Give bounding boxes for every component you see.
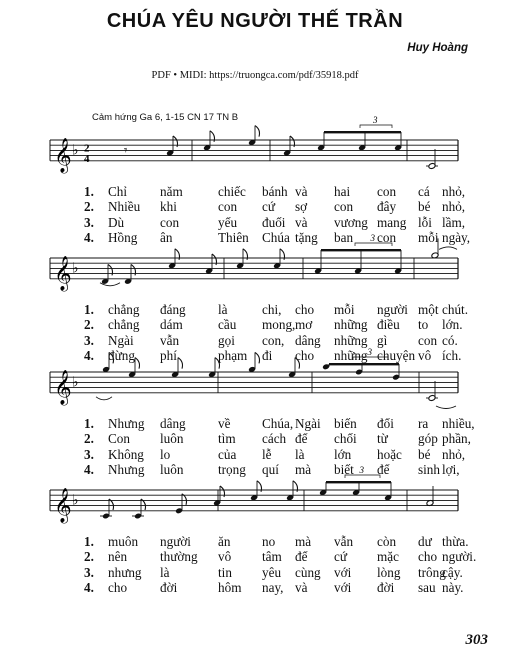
lyrics-block bbox=[0, 416, 510, 478]
note-beam bbox=[324, 131, 401, 133]
lyric-syllable: những bbox=[334, 332, 368, 348]
note-beam bbox=[326, 481, 391, 483]
lyric-syllable: con, bbox=[262, 332, 285, 348]
lyric-syllable: luôn bbox=[160, 462, 184, 478]
lyric-syllable: cho bbox=[108, 580, 128, 596]
triplet-bracket bbox=[360, 125, 392, 128]
lyric-syllable: mỗi bbox=[334, 302, 355, 317]
lyric-syllable: ân bbox=[160, 230, 173, 246]
note-flag bbox=[178, 358, 183, 369]
verse-line-3 bbox=[0, 333, 510, 348]
lyric-syllable: và bbox=[295, 580, 308, 596]
verse-line-1 bbox=[0, 302, 510, 317]
lyric-syllable: mặc bbox=[377, 549, 399, 565]
lyric-syllable: này. bbox=[442, 580, 464, 596]
verse-number: 3. bbox=[84, 214, 94, 230]
lyric-syllable: Nhưng bbox=[108, 462, 145, 478]
treble-clef-icon: 𝄞 bbox=[54, 487, 72, 523]
lyric-syllable: gọi bbox=[218, 332, 235, 348]
lyric-syllable: lớn bbox=[334, 446, 352, 462]
lyric-syllable: cho bbox=[418, 549, 438, 565]
verse-number: 4. bbox=[84, 462, 94, 478]
lyric-syllable: ban bbox=[334, 230, 354, 246]
lyric-syllable: đáng bbox=[160, 302, 186, 317]
lyric-syllable: một bbox=[418, 302, 439, 317]
lyric-syllable: chi, bbox=[262, 302, 282, 317]
lyric-syllable: gì bbox=[377, 332, 388, 348]
lyric-syllable: cá bbox=[418, 184, 430, 199]
lyric-syllable: biết bbox=[334, 462, 354, 478]
lyric-syllable: quí bbox=[262, 462, 279, 478]
lyric-syllable: chẳng bbox=[108, 302, 140, 317]
lyric-syllable: phạm bbox=[218, 348, 248, 364]
verse-line-1 bbox=[0, 534, 510, 549]
lyric-syllable: đuối bbox=[262, 214, 286, 230]
lyric-syllable: yêu bbox=[262, 564, 282, 580]
lyric-syllable: vẫn bbox=[160, 332, 180, 348]
verse-line-2 bbox=[0, 317, 510, 332]
lyric-syllable: Dù bbox=[108, 214, 125, 230]
verse-number: 4. bbox=[84, 348, 94, 364]
source-link[interactable]: PDF • MIDI: https://truongca.com/pdf/35918.pdf bbox=[151, 70, 359, 81]
lyric-syllable: cứ bbox=[334, 549, 348, 565]
tie bbox=[436, 406, 456, 409]
note-flag bbox=[255, 126, 260, 137]
lyric-syllable: Con bbox=[108, 431, 130, 447]
verse-number: 4. bbox=[84, 230, 94, 246]
composer-name: Huy Hoàng bbox=[407, 42, 468, 54]
lyric-syllable: từ bbox=[377, 431, 388, 447]
lyric-syllable: điều bbox=[377, 317, 400, 333]
lyric-syllable: là bbox=[160, 564, 170, 580]
verse-line-4 bbox=[0, 462, 510, 477]
lyric-syllable: hoặc bbox=[377, 446, 402, 462]
lyric-syllable: hôm bbox=[218, 580, 242, 596]
lyric-syllable: Chúa bbox=[262, 230, 290, 246]
lyric-syllable: sau bbox=[418, 580, 436, 596]
verse-line-4 bbox=[0, 580, 510, 595]
lyric-syllable: tìm bbox=[218, 431, 236, 447]
lyric-syllable: mơ bbox=[295, 317, 313, 333]
verse-line-4 bbox=[0, 230, 510, 245]
lyric-syllable: đi bbox=[262, 348, 273, 364]
verse-line-2 bbox=[0, 549, 510, 564]
lyric-syllable: trông bbox=[418, 564, 446, 580]
lyric-syllable: là bbox=[295, 446, 305, 462]
lyric-syllable: Ngài bbox=[295, 416, 321, 431]
lyric-syllable: người. bbox=[442, 549, 477, 565]
lyric-syllable: bé bbox=[418, 446, 431, 462]
lyric-syllable: con bbox=[218, 199, 238, 215]
lyric-syllable: những bbox=[334, 317, 368, 333]
note-beam bbox=[321, 249, 401, 251]
verse-number: 3. bbox=[84, 332, 94, 348]
lyric-syllable: cùng bbox=[295, 564, 321, 580]
lyric-syllable: đổi bbox=[377, 416, 394, 431]
verse-line-1 bbox=[0, 416, 510, 431]
lyric-syllable: để bbox=[295, 431, 308, 447]
lyric-syllable: nhỏ, bbox=[442, 184, 466, 199]
verse-number: 2. bbox=[84, 199, 94, 215]
note-flag bbox=[135, 358, 140, 369]
lyric-syllable: Thiên bbox=[218, 230, 249, 246]
lyric-syllable: con bbox=[377, 230, 397, 246]
lyric-syllable: và bbox=[295, 184, 308, 199]
lyric-syllable: vô bbox=[218, 549, 232, 565]
verse-number: 1. bbox=[84, 302, 94, 317]
lyric-syllable: Ngài bbox=[108, 332, 134, 348]
lyric-syllable: con bbox=[418, 332, 438, 348]
lyric-syllable: tin bbox=[218, 564, 232, 580]
lyric-syllable: bánh bbox=[262, 184, 288, 199]
treble-clef-icon: 𝄞 bbox=[54, 369, 72, 405]
lyric-syllable: thường bbox=[160, 549, 198, 565]
lyric-syllable: đời bbox=[160, 580, 178, 596]
lyric-syllable: góp bbox=[418, 431, 438, 447]
lyric-syllable: sợ bbox=[295, 199, 308, 215]
lyric-syllable: mang bbox=[377, 214, 407, 230]
lyric-syllable: Hồng bbox=[108, 230, 138, 246]
verse-number: 2. bbox=[84, 317, 94, 333]
lyric-syllable: chiếc bbox=[218, 184, 246, 199]
lyric-syllable: vương bbox=[334, 214, 368, 230]
lyric-syllable: dư bbox=[418, 534, 432, 549]
tie bbox=[439, 247, 457, 250]
verse-number: 2. bbox=[84, 431, 94, 447]
lyric-syllable: là bbox=[218, 302, 228, 317]
lyric-syllable: cho bbox=[295, 302, 315, 317]
verse-line-3 bbox=[0, 565, 510, 580]
lyric-syllable: đời bbox=[377, 580, 395, 596]
verse-number: 1. bbox=[84, 184, 94, 199]
lyric-syllable: ngày, bbox=[442, 230, 471, 246]
lyric-syllable: khi bbox=[160, 199, 177, 215]
lyric-syllable: phần, bbox=[442, 431, 471, 447]
lyric-syllable: Chỉ bbox=[108, 184, 128, 199]
verse-number: 3. bbox=[84, 446, 94, 462]
lyric-syllable: cho bbox=[295, 348, 315, 364]
flat-icon: ♭ bbox=[72, 374, 79, 391]
lyric-syllable: những bbox=[334, 348, 368, 364]
lyric-syllable: cứ bbox=[262, 199, 276, 215]
lyric-syllable: no bbox=[262, 534, 276, 549]
lyric-syllable: có. bbox=[442, 332, 458, 348]
lyric-syllable: nhiều, bbox=[442, 416, 475, 431]
lyric-syllable: mong, bbox=[262, 317, 296, 333]
lyric-syllable: biến bbox=[334, 416, 357, 431]
triplet-number: 3 bbox=[359, 465, 364, 475]
lyric-syllable: với bbox=[334, 564, 352, 580]
lyric-syllable: với bbox=[334, 580, 352, 596]
tie bbox=[96, 397, 112, 400]
lyric-syllable: lớn. bbox=[442, 317, 463, 333]
lyric-syllable: phí bbox=[160, 348, 177, 364]
lyric-syllable: ích. bbox=[442, 348, 462, 364]
lyric-syllable: Không bbox=[108, 446, 144, 462]
lyric-syllable: cách bbox=[262, 431, 287, 447]
lyric-syllable: của bbox=[218, 446, 237, 462]
lyrics-block bbox=[0, 534, 510, 596]
verse-line-2 bbox=[0, 431, 510, 446]
lyric-syllable: dâng bbox=[160, 416, 186, 431]
lyric-syllable: chuyện bbox=[377, 348, 416, 364]
lyric-syllable: vô bbox=[418, 348, 432, 364]
lyric-syllable: sinh bbox=[418, 462, 440, 478]
treble-clef-icon: 𝄞 bbox=[54, 255, 72, 291]
lyric-syllable: lòng bbox=[377, 564, 401, 580]
flat-icon: ♭ bbox=[72, 492, 79, 509]
lyric-syllable: tặng bbox=[295, 230, 318, 246]
lyric-syllable: to bbox=[418, 317, 429, 333]
lyric-syllable: cầu bbox=[218, 317, 237, 333]
eighth-rest-icon: 𝄾 bbox=[124, 143, 128, 159]
lyric-syllable: chẳng bbox=[108, 317, 140, 333]
lyric-syllable: Chúa, bbox=[262, 416, 294, 431]
treble-clef-icon: 𝄞 bbox=[54, 137, 72, 173]
lyric-syllable: luôn bbox=[160, 431, 184, 447]
lyric-syllable: lầm, bbox=[442, 214, 466, 230]
lyric-syllable: lễ bbox=[262, 446, 272, 462]
lyric-syllable: Nhiều bbox=[108, 199, 141, 215]
verse-number: 1. bbox=[84, 416, 94, 431]
lyric-syllable: vẫn bbox=[334, 534, 354, 549]
lyric-syllable: chút. bbox=[442, 302, 469, 317]
lyric-syllable: về bbox=[218, 416, 231, 431]
lyric-syllable: chối bbox=[334, 431, 357, 447]
lyric-syllable: dám bbox=[160, 317, 183, 333]
verse-number: 4. bbox=[84, 580, 94, 596]
lyric-syllable: lo bbox=[160, 446, 171, 462]
lyric-syllable: muôn bbox=[108, 534, 139, 549]
lyric-syllable: đây bbox=[377, 199, 397, 215]
time-signature-bottom: 4 bbox=[84, 152, 90, 165]
lyric-syllable: bé bbox=[418, 199, 431, 215]
lyric-syllable: mà bbox=[295, 534, 312, 549]
lyric-syllable: nay, bbox=[262, 580, 284, 596]
song-title: CHÚA YÊU NGƯỜI THẾ TRẦN bbox=[106, 10, 404, 32]
lyric-syllable: nhỏ, bbox=[442, 199, 466, 215]
lyric-syllable: hai bbox=[334, 184, 351, 199]
note-flag bbox=[215, 358, 220, 369]
lyric-syllable: để bbox=[295, 549, 308, 565]
lyric-syllable: con bbox=[160, 214, 180, 230]
flat-icon: ♭ bbox=[72, 142, 79, 159]
verse-line-1 bbox=[0, 184, 510, 199]
lyric-syllable: lỗi bbox=[418, 214, 432, 230]
lyric-syllable: yếu bbox=[218, 214, 238, 230]
lyrics-block bbox=[0, 184, 510, 246]
lyric-syllable: người bbox=[377, 302, 408, 317]
lyric-syllable: mỗi bbox=[418, 230, 439, 246]
lyric-syllable: đừng bbox=[108, 348, 135, 364]
lyric-syllable: cậy. bbox=[442, 564, 463, 580]
lyric-syllable: ăn bbox=[218, 534, 231, 549]
lyric-syllable: nhỏ, bbox=[442, 446, 466, 462]
flat-icon: ♭ bbox=[72, 260, 79, 277]
lyric-syllable: tâm bbox=[262, 549, 282, 565]
lyric-syllable: ra bbox=[418, 416, 429, 431]
triplet-number: 3 bbox=[367, 347, 372, 357]
lyric-syllable: trọng bbox=[218, 462, 246, 478]
lyric-syllable: còn bbox=[377, 534, 397, 549]
triplet-number: 3 bbox=[373, 115, 378, 125]
verse-number: 1. bbox=[84, 534, 94, 549]
verse-line-3 bbox=[0, 215, 510, 230]
lyric-syllable: dâng bbox=[295, 332, 321, 348]
lyric-syllable: con bbox=[334, 199, 354, 215]
lyric-syllable: và bbox=[295, 214, 308, 230]
triplet-number: 3 bbox=[370, 233, 375, 243]
note-beam bbox=[329, 363, 399, 365]
lyric-syllable: lợi, bbox=[442, 462, 460, 478]
page-number: 303 bbox=[465, 632, 488, 648]
time-signature-top: 2 bbox=[84, 142, 90, 155]
note-flag bbox=[295, 358, 300, 369]
lyric-syllable: thừa. bbox=[442, 534, 469, 549]
lyric-syllable: nên bbox=[108, 549, 128, 565]
inspiration-note: Cảm hứng Ga 6, 1-15 CN 17 TN B bbox=[92, 112, 239, 123]
verse-line-3 bbox=[0, 447, 510, 462]
lyric-syllable: con bbox=[377, 184, 397, 199]
lyric-syllable: người bbox=[160, 534, 191, 549]
verse-number: 3. bbox=[84, 564, 94, 580]
lyric-syllable: để bbox=[377, 462, 390, 478]
verse-line-2 bbox=[0, 199, 510, 214]
lyric-syllable: mà bbox=[295, 462, 312, 478]
lyric-syllable: Nhưng bbox=[108, 416, 145, 431]
lyric-syllable: năm bbox=[160, 184, 183, 199]
lyric-syllable: nhưng bbox=[108, 564, 142, 580]
verse-number: 2. bbox=[84, 549, 94, 565]
